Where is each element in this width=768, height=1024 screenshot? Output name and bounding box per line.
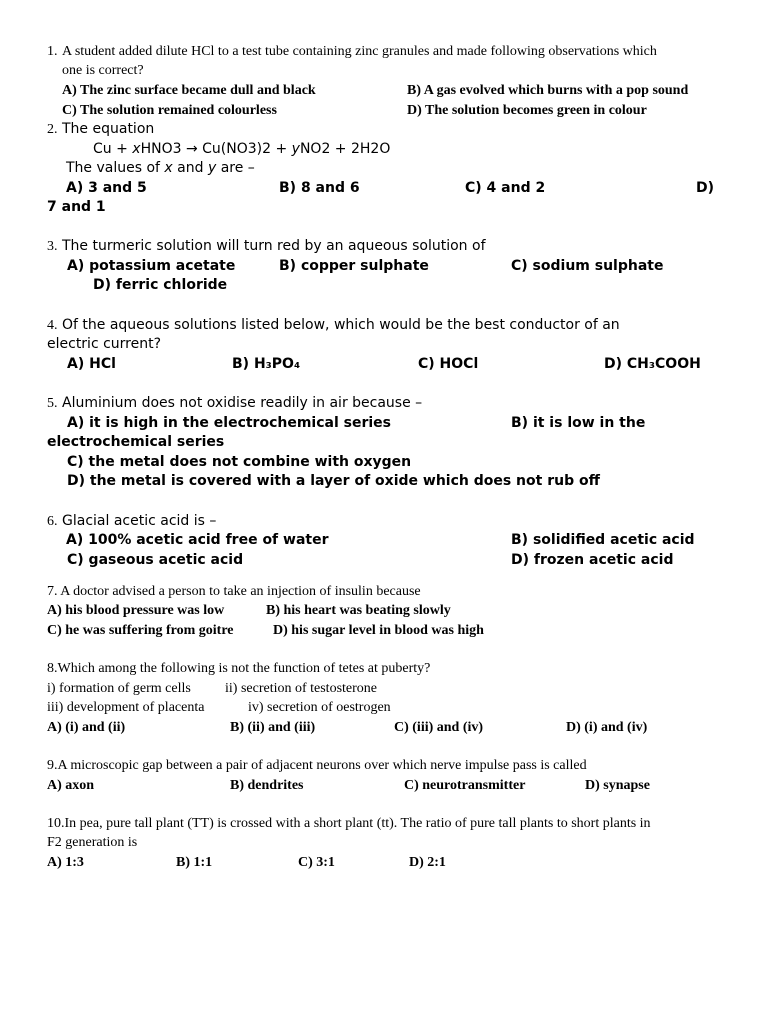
option-a: A) (i) and (ii) [47, 720, 126, 735]
question-stem: The equation [62, 121, 155, 137]
option-d: D) frozen acetic acid [511, 552, 674, 568]
question-stem: 10.In pea, pure tall plant (TT) is crossed with a short plant (tt). The ratio of pure tall plants to short plants in [47, 816, 651, 831]
option-c: C) 4 and 2 [465, 180, 546, 196]
option-b: B) 1:1 [176, 855, 213, 870]
question-number: 2. [47, 122, 58, 137]
option-d-value: 7 and 1 [47, 199, 106, 215]
question-stem: 9.A microscopic gap between a pair of adjacent neurons over which nerve impulse pass is called [47, 758, 587, 773]
option-b-continued: electrochemical series [47, 434, 225, 450]
question-stem: F2 generation is [47, 835, 138, 850]
option-d: D) The solution becomes green in colour [407, 103, 647, 118]
option-d: D) (i) and (iv) [566, 720, 648, 735]
question-number: 1. [47, 44, 58, 59]
option-c: C) neurotransmitter [404, 778, 526, 793]
option-a: A) 3 and 5 [66, 180, 147, 196]
option-b: B) dendrites [230, 778, 304, 793]
option-b: B) his heart was beating slowly [266, 603, 451, 618]
option-d: D) synapse [585, 778, 650, 793]
option-a: A) HCl [67, 356, 116, 372]
option-b: B) solidified acetic acid [511, 532, 695, 548]
question-stem: Glacial acetic acid is – [62, 513, 217, 529]
question-number: 6. [47, 514, 58, 529]
option-c: C) HOCl [418, 356, 479, 372]
option-b: B) it is low in the [511, 415, 646, 431]
option-d: D) CH₃COOH [604, 356, 701, 372]
option-a: A) axon [47, 778, 95, 793]
option-c: C) he was suffering from goitre [47, 623, 234, 638]
option-c: C) The solution remained colourless [62, 103, 277, 118]
statement-i: i) formation of germ cells [47, 681, 191, 696]
question-stem: A student added dilute HCl to a test tube containing zinc granules and made following observations which [62, 44, 657, 59]
question-stem: 7. A doctor advised a person to take an injection of insulin because [47, 584, 421, 599]
option-c: C) gaseous acetic acid [67, 552, 244, 568]
question-stem: electric current? [47, 336, 162, 352]
option-a: A) 1:3 [47, 855, 84, 870]
option-b: B) 8 and 6 [279, 180, 360, 196]
option-c: C) sodium sulphate [511, 258, 664, 274]
option-d: D) his sugar level in blood was high [273, 623, 484, 638]
option-a: A) it is high in the electrochemical series [67, 415, 392, 431]
question-stem: The turmeric solution will turn red by an aqueous solution of [62, 238, 486, 254]
option-c: C) 3:1 [298, 855, 335, 870]
statement-ii: ii) secretion of testosterone [225, 681, 378, 696]
question-stem: 8.Which among the following is not the function of tetes at puberty? [47, 661, 431, 676]
option-c: C) the metal does not combine with oxygen [67, 454, 412, 470]
equation: Cu + xHNO3 → Cu(NO3)2 + yNO2 + 2H2O [93, 141, 391, 157]
statement-iv: iv) secretion of oestrogen [248, 700, 391, 715]
option-a: A) The zinc surface became dull and black [62, 83, 316, 98]
question-number: 3. [47, 239, 58, 254]
option-a: A) potassium acetate [67, 258, 236, 274]
option-a: A) his blood pressure was low [47, 603, 225, 618]
option-c: C) (iii) and (iv) [394, 720, 484, 735]
statement-iii: iii) development of placenta [47, 700, 205, 715]
option-d: D) 2:1 [409, 855, 446, 870]
option-d: D) the metal is covered with a layer of oxide which does not rub off [67, 473, 600, 489]
option-b: B) A gas evolved which burns with a pop sound [407, 83, 689, 98]
option-a: A) 100% acetic acid free of water [66, 532, 329, 548]
option-d-label: D) [696, 180, 715, 196]
option-d: D) ferric chloride [93, 277, 228, 293]
question-stem: Of the aqueous solutions listed below, which would be the best conductor of an [62, 317, 620, 333]
question-stem: one is correct? [62, 63, 144, 78]
question-prompt: The values of x and y are – [66, 160, 255, 176]
option-b: B) copper sulphate [279, 258, 429, 274]
option-b: B) H₃PO₄ [232, 356, 301, 372]
question-number: 5. [47, 396, 58, 411]
question-number: 4. [47, 318, 58, 333]
question-stem: Aluminium does not oxidise readily in air because – [62, 395, 423, 411]
option-b: B) (ii) and (iii) [230, 720, 316, 735]
